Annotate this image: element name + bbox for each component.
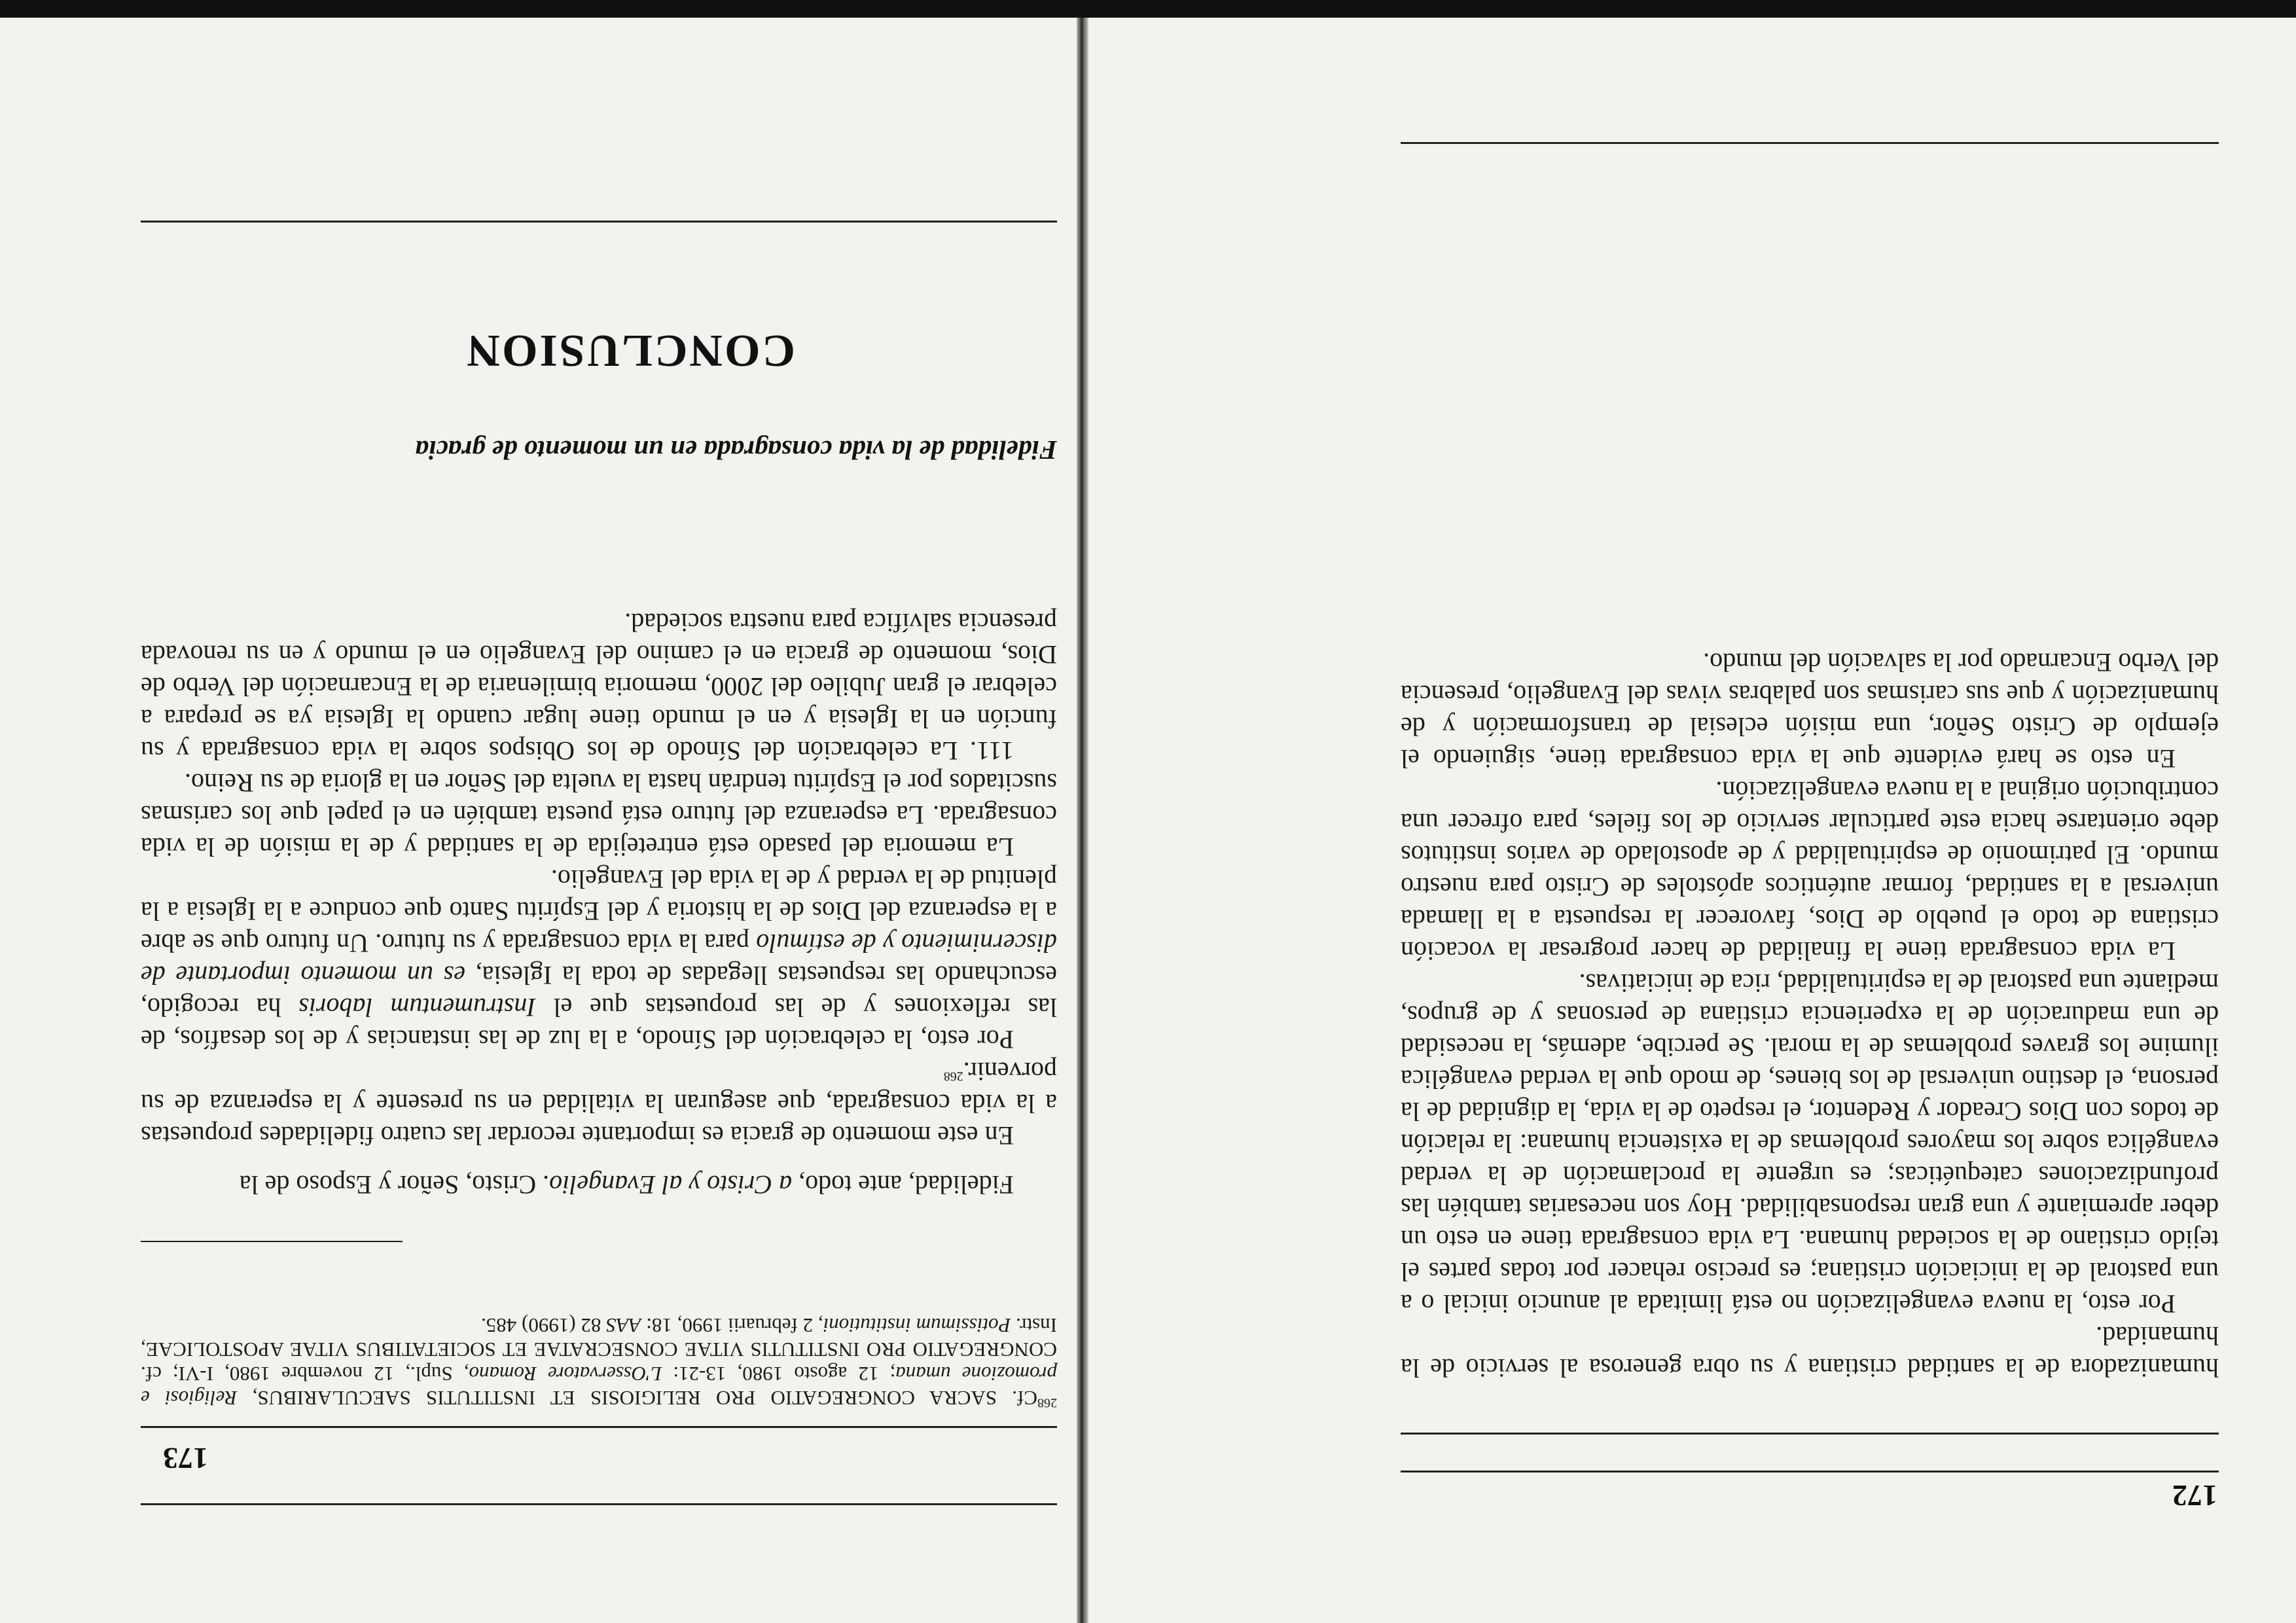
section-subheading: Fidelidad de la vida consagrada en un momento de gracia [415,435,1057,465]
paragraph: Por esto, la celebración del Sínodo, a la luz de las instancias y de los desafíos, de las reflexiones y de las propuestas que el Instrumentum laboris ha recogido, escuchando las respuestas llegadas de toda la Iglesia, es un momento importante de discernimiento y de estímulo para la vida consagrada y su futuro. Un futuro que se abre a la esperanza del Dios de la historia y del Espíritu Santo que conduce a la Iglesia a la plenitud de la verdad y de la vida del Evangelio. [141,865,1057,1054]
paragraph: humanizadora de la santidad cristiana y su obra generosa al servicio de la humanidad. [1401,1321,2219,1383]
footnote-separator [141,1241,403,1242]
header-rule-2 [1401,1433,2219,1435]
scan-edge-shadow [0,0,2296,18]
chapter-heading: CONCLUSION [465,325,795,376]
footnote-mark: 268 [1037,1395,1057,1410]
paragraph: Por esto, la nueva evangelización no está limitada al anuncio inicial o a una pastoral de la iniciación cristiana; es preciso rehacer por todas partes el tejido cristiano de la sociedad humana. La vida consagrada tiene en esto un deber apremiante y una gran responsabilidad. Hoy son necesarias también las profundizaciones catequéticas; es urgente la proclamación de la verdad evangélica sobre los mayores problemas de la existencia humana: la relación de todos con Dios Creador y Redentor, el respeto de la vida, la dignidad de la persona, el destino universal de los bienes, de modo que la verdad evangélica ilumine los graves problemas de la moral. Se percibe, además, la necesidad de una maduración de la experiencia cristiana de personas y de grupos, mediante una pastoral de la espiritualidad, rica de iniciativas. [1401,969,2219,1319]
footnote-ref: 268 [943,1069,963,1084]
paragraph: En esto se hará evidente que la vida consagrada tiene, siguiendo el ejemplo de Cristo Señor, una misión eclesial de transformación y de humanización y que sus carismas son palabras vivas del Evangelio, presencia del Verbo Encarnado por la salvación del mundo. [1401,648,2219,774]
paragraph: En este momento de gracia es importante recordar las cuatro fidelidades propuestas a la vida consagrada, que aseguran la vitalidad en su presente y la esperanza de su porvenir.$^{268}$ [141,1057,1057,1150]
body-text [1401,647,2219,1384]
paragraph: La vida consagrada tiene la finalidad de hacer progresar la vocación cristiana de todo el pueblo de Dios, favorecer la respuesta a la llamada universal a la santidad, formar auténticos apóstoles de Cristo para nuestro mundo. El patrimonio de espiritualidad y de apostolado de varios institutos debe orientarse hacia este particular servicio de los fieles, para ofrecer una contribución original a la nueva evangelización. [1401,776,2219,966]
header-rule [1401,1471,2219,1472]
page-173 [0,18,1077,1623]
paragraph: La memoria del pasado está entretejida de la santidad y de la misión de la vida consagrada. La esperanza del futuro está puesta también en el papel que los carismas suscitados por el Espíritu tendrán hasta la vuelta del Señor en la gloria de su Reino. [141,768,1057,862]
paragraph: Fidelidad, ante todo, a Cristo y al Evangelio. Cristo, Señor y Esposo de la [239,1170,1014,1200]
footer-rule [141,221,1057,223]
book-gutter [1077,0,1088,1623]
page-172 [1088,18,2296,1623]
page-number: 173 [163,1442,208,1475]
paragraph: 111. La celebración del Sínodo de los Obispos sobre la vida consagrada y su función en la Iglesia y en el mundo tiene lugar cuando la Iglesia ya se prepara a celebrar el gran Jubileo del 2000, memoria bimilenaria de la Encarnación del Verbo de Dios, momento de gracia en el camino del Evangelio en el mundo y en su renovada presencia salvífica para nuestra sociedad. [141,608,1057,766]
page-number: 172 [2172,1479,2217,1512]
body-text-upper [141,607,1057,1152]
footer-rule [1401,142,2219,144]
header-rule [141,1503,1057,1505]
header-rule-2 [141,1426,1057,1428]
footnote: $^{268}$Cf. SACRA CONGREGATIO PRO RELIGIOSIS ET INSTITUTIS SAECULARIBUS, Religiosi e promozione umana; 12 agosto 1980, 13-21: L'Osservatore Romano, Supl., 12 novembre 1980, I-VI; cf. CONGREGATIO PRO INSTITUTIS VITAE CONSECRATAE ET SOCIETATIBUS VITAE APOSTOLICAE, Instr. Potissimum institutioni, 2 februarii 1990, 18: AAS 82 (1990) 485. [141,1314,1057,1410]
body-text [141,1169,1057,1201]
